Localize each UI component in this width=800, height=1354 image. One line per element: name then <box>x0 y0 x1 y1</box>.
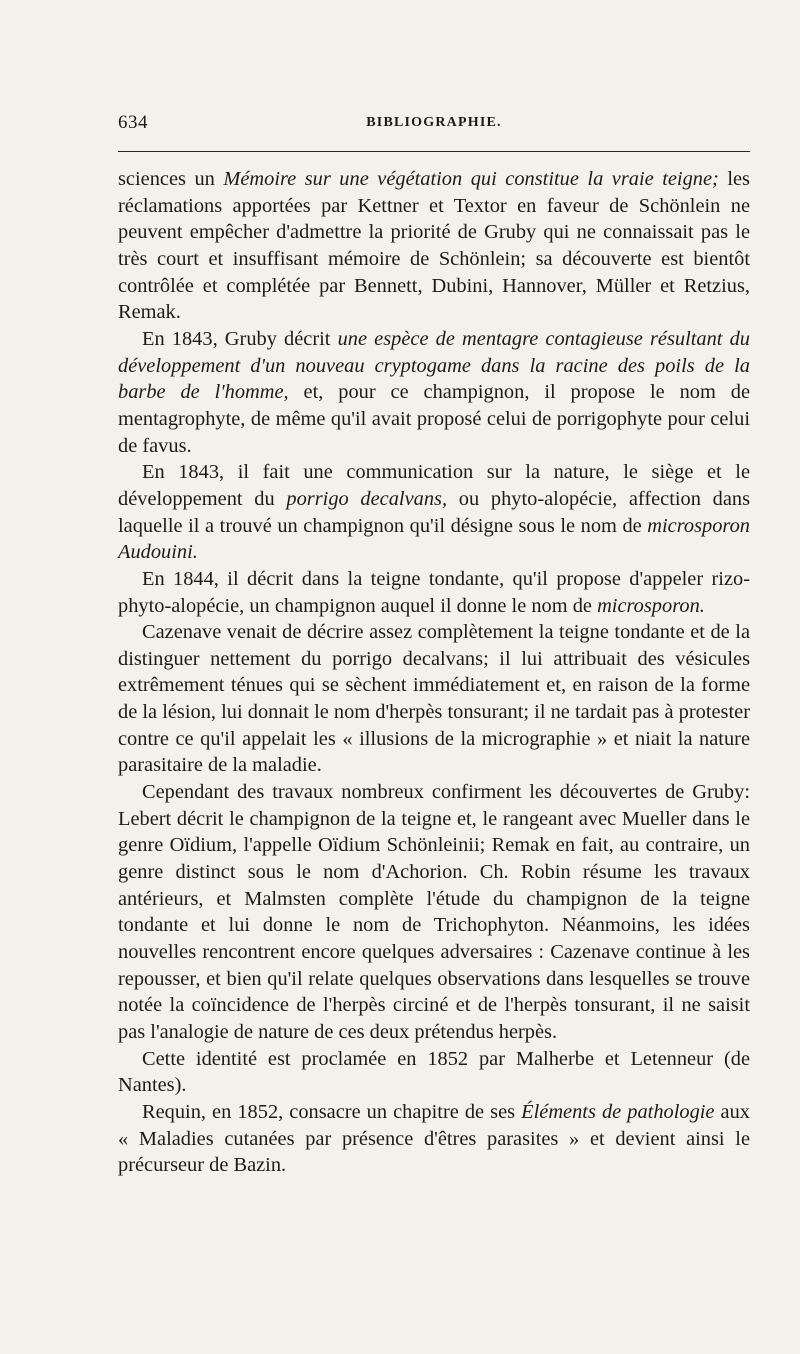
text-segment: et, pour ce champignon, il propose le nom de mentagrophyte, de même qu'il avait proposé celui de porrigophyte pour celui de favus. <box>118 381 751 457</box>
text-segment: En 1844, il décrit dans la teigne tondante, qu'il propose d'appeler rizo-phyto-alopécie, un champignon auquel il donne le nom de <box>118 567 750 617</box>
italic-text: Éléments de pathologie <box>521 1100 715 1123</box>
italic-text: une espèce de mentagre contagieuse résultant du développement d'un nouveau cryptogame dans la racine des poils de la barbe de l'homme, <box>118 327 750 404</box>
page-header <box>118 112 750 136</box>
page-number: 634 <box>118 112 148 133</box>
paragraph <box>118 459 750 566</box>
text-segment: les réclamations apportées par Kettner et Textor en faveur de Schönlein ne peuvent empêcher d'admettre la priorité de Gruby qui ne connaissait pas le très court et insuffisant mémoire de Schönlein; sa découverte est bientôt contrôlée et complétée par Bennett, Dubini, Hannover, Müller et Retzius, Remak. <box>118 168 750 324</box>
text-segment: Cependant des travaux nombreux confirment les découvertes de Gruby: Lebert décrit le champignon de la teigne et, le rangeant avec Mueller dans le genre Oïdium, l'appelle Oïdium Schönleinii; Remak en fait, au contraire, un genre distinct sous le nom d'Achorion. Ch. Robin résume les travaux antérieurs, et Malmsten complète l'étude du champignon de la teigne tondante et lui donne le nom de Trichophyton. Néanmoins, les idées nouvelles rencontrent encore quelques adversaires : Cazenave continue à les repousser, et bien qu'il relate quelques observations dans lesquelles se trouve notée la coïncidence de l'herpès circiné et de l'herpès tonsurant, il ne saisit pas l'analogie de nature de ces deux prétendus herpès. <box>118 781 750 1043</box>
italic-text: porrigo decalvans, <box>286 487 448 510</box>
text-segment: aux « Maladies cutanées par présence d'êtres parasites » et devient ainsi le précurseur de Bazin. <box>118 1100 750 1177</box>
text-segment: sciences un <box>118 168 224 190</box>
paragraph <box>118 326 750 459</box>
paragraph <box>118 166 750 326</box>
italic-text: Mémoire sur une végétation qui constitue la vraie teigne; <box>223 168 719 190</box>
text-segment: Cazenave venait de décrire assez complètement la teigne tondante et de la distinguer nettement du porrigo decalvans; il lui attribuait des vésicules extrêmement ténues qui se sèchent immédiatement et, en raison de la forme de la lésion, lui donnait le nom d'herpès tonsurant; il ne tardait pas à protester contre ce qu'il appelait les « illusions de la micrographie » et niait la nature parasitaire de la maladie. <box>118 621 750 777</box>
paragraph <box>118 1046 750 1099</box>
paragraph <box>118 779 750 1046</box>
paragraph <box>118 566 750 619</box>
text-segment: Requin, en 1852, consacre un chapitre de ses <box>142 1100 522 1123</box>
header-rule <box>118 151 750 152</box>
italic-text: microsporon. <box>597 594 705 617</box>
italic-text: microsporon Audouini. <box>118 514 750 564</box>
paragraph <box>118 619 750 779</box>
text-segment: Cette identité est proclamée en 1852 par Malherbe et Letenneur (de Nantes). <box>118 1047 750 1097</box>
body-text <box>118 166 750 1179</box>
text-segment: En 1843, Gruby décrit <box>142 327 338 350</box>
text-segment: ou phyto-alopécie, affection dans laquelle il a trouvé un champignon qu'il désigne sous le nom de <box>118 487 751 537</box>
running-title: BIBLIOGRAPHIE. <box>366 115 502 130</box>
paragraph <box>118 1099 750 1179</box>
text-segment: En 1843, il fait une communication sur la nature, le siège et le développement du <box>118 461 750 510</box>
